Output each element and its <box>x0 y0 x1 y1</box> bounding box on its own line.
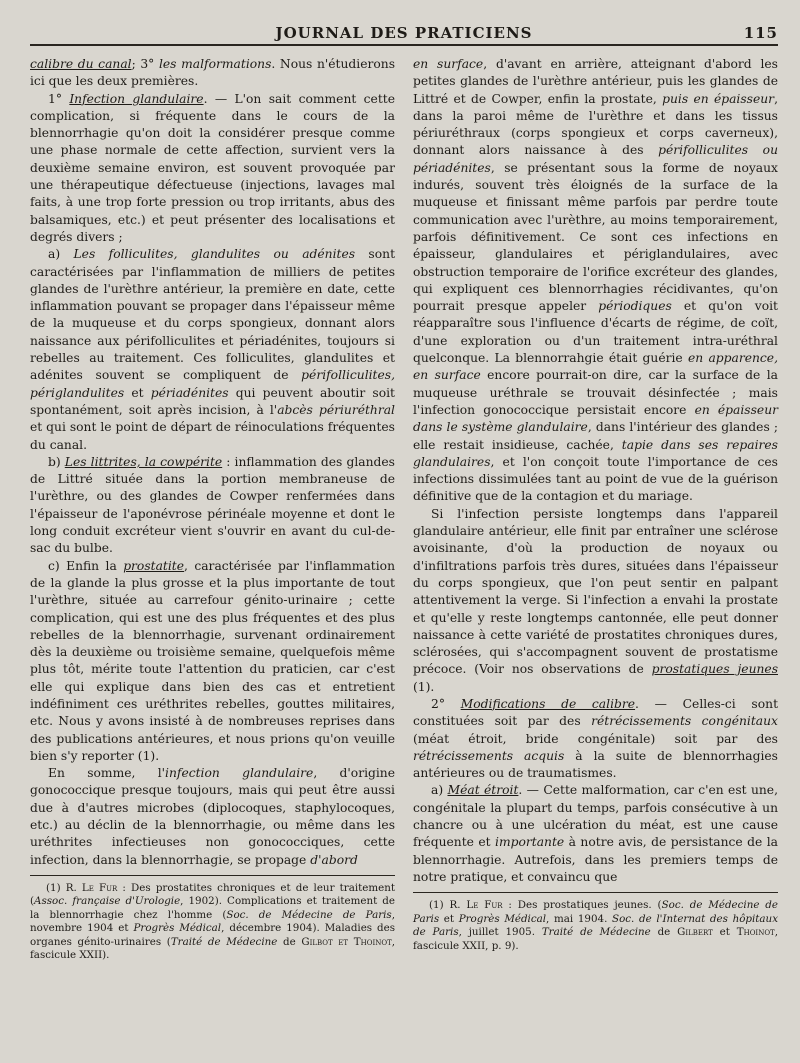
text-run: rétrécissements congénitaux <box>591 714 778 729</box>
text-run: Soc. de Médecine de Paris <box>226 908 392 921</box>
text-run: , 1902). Complications et traitement de la blennorrhagie chez l'homme ( <box>30 895 395 921</box>
text-run: , d'avant en arrière, atteignant d'abord les petites glandes de l'urèthre antérieur, puis les glandes de Littré et de Cowper, enfin la prostate, <box>413 57 778 106</box>
paragraph <box>413 56 778 506</box>
text-run: en épaisseur dans le système glandulaire <box>413 402 778 435</box>
text-run: , se présentant sous la forme de noyaux indurés, souvent très éloignés de la surface de la muqueuse et finissant même parfois par perdre toute communication avec l'urèthre, au moins temporairement, parfois définitivement. Ce sont ces infections en épaisseur, glandulaires et périglandulaires, avec obstruction temporaire de l'orifice excréteur des glandes, qui expliquent ces blennorrhagies récidivantes, qu'on pourrait presque appeler <box>413 160 778 314</box>
text-run: encore pourrait-on dire, car la surface de la muqueuse uréthrale se trouvait désinfectée ; mais l'infection gonococcique persistait encore <box>413 368 778 417</box>
text-run: Traité de Médecine <box>170 935 278 948</box>
text-run: . Nous n'étudierons ici que les deux premières. <box>30 57 395 89</box>
text-run: a) <box>431 783 448 798</box>
text-run: en apparence, en surface <box>413 351 778 383</box>
text-run: périadénites <box>150 385 229 400</box>
text-run: , fascicule XXII). <box>30 935 396 962</box>
paragraph <box>413 506 778 696</box>
left-column <box>30 56 395 963</box>
text-run: rétrécissements acquis <box>413 748 565 763</box>
text-run: , juillet 1905. <box>458 926 542 939</box>
text-run: , dans l'intérieur des glandes ; elle restait insidieuse, cachée, <box>413 420 778 452</box>
text-run: Thoinot <box>736 926 775 939</box>
text-run: (1). <box>413 679 435 694</box>
text-run: Soc. de Médecine de Paris <box>413 899 778 925</box>
text-run: périfolliculites ou périadénites <box>413 143 778 175</box>
footnote <box>30 875 395 963</box>
text-run: 1° <box>48 91 70 106</box>
text-run: Traité de Médecine <box>541 926 651 939</box>
text-run: Soc. de l'Internat des hôpitaux de Paris <box>413 912 778 939</box>
text-run: de <box>650 926 678 939</box>
running-head <box>30 18 778 46</box>
text-run: Gilbot et Thoinot <box>301 935 392 948</box>
paragraph <box>30 56 395 91</box>
text-run: sont caractérisées par l'inflammation de milliers de petites glandes de l'urèthre antérieur, la première en date, cette inflammation pouvant se propager dans l'épaisseur même de la muqueuse et du corps spongieux, donnant alors naissance aux périfolliculites et périadénites, toujours si rebelles au traitement. Ces folliculites, glandulites et adénites souvent se compliquent de <box>30 247 396 383</box>
text-run: Le Fur <box>466 899 503 912</box>
section-infection-glandulaire <box>30 91 395 247</box>
text-run: qui peuvent aboutir soit spontanément, soit après incision, à l' <box>30 385 395 417</box>
text-run: (1) R. <box>46 881 82 894</box>
section-heading: Infection glandulaire <box>69 91 204 106</box>
text-run: . — Cette malformation, car c'en est une, congénitale la plupart du temps, parfois consécutive à un chancre ou à une ulcération du méat, est une cause fréquente et <box>413 783 778 850</box>
text-run: En somme, l' <box>48 766 166 781</box>
text-run: à notre avis, de persistance de la blennorrhagie. Autrefois, dans les premiers temps de notre pratique, et convaincu que <box>413 835 779 884</box>
text-run: Assoc. française d'Urologie <box>34 895 181 908</box>
text-run: (méat étroit, bride congénitale) soit par des <box>413 731 778 746</box>
text-run: prostatiques jeunes <box>651 662 778 677</box>
text-run: puis en épaisseur <box>662 91 775 106</box>
text-run: Progrès Médical <box>133 922 222 935</box>
text-run: et <box>712 926 737 939</box>
text-run: et <box>439 912 459 925</box>
text-run: Si l'infection persiste longtemps dans l'appareil glandulaire antérieur, elle finit par entraîner une sclérose avoisinante, d'où la production de noyaux ou d'infiltrations parfois très dures, situées dans l'épaisseur du corps spongieux, que l'on peut sentir en palpant attentivement la verge. Si l'infection a envahi la prostate et qu'elle y reste longtemps cantonnée, elle peut donner naissance à cette variété de prostatites chroniques dures, sclérosées, qui s'accompagnent souvent de prostatisme précoce. (Voir nos observations de <box>413 506 778 677</box>
text-run: en surface <box>413 57 484 71</box>
text-run: ; 3° <box>131 57 159 71</box>
text-run: , dans la paroi même de l'urèthre et dans les tissus périuréthraux (corps spongieux et corps caverneux), donnant alors naissance à des <box>413 91 778 158</box>
text-run: importante <box>495 835 565 850</box>
text-run: , décembre 1904). Maladies des organes génito-urinaires ( <box>30 922 396 948</box>
text-run: calibre du canal <box>30 57 132 71</box>
text-run: , novembre 1904 et <box>30 908 395 935</box>
text-run: a) <box>48 247 74 262</box>
text-run: à la suite de blennorrhagies antérieures ou de traumatismes. <box>413 748 778 781</box>
paragraph <box>30 558 395 766</box>
text-run: prostatite <box>123 558 185 573</box>
paragraph <box>30 246 395 454</box>
right-column <box>413 56 778 963</box>
text-run: de <box>277 935 302 948</box>
journal-title: JOURNAL DES PRATICIENS <box>275 24 533 42</box>
text-run: , mai 1904. <box>546 912 613 925</box>
text-run: (1) R. <box>429 899 467 912</box>
text-run: , caractérisée par l'inflammation de la glande la plus grosse et la plus importante de tout l'urèthre, située au carrefour génito-urinaire ; cette complication, qui est une des plus fréquentes et des plus rebelles de la blennorrhagie, survenant ordinairement dès la deuxième ou troisième semaine, quelquefois même plus tôt, mérite toute l'attention du praticien, car c'est elle qui explique dans bien des cas et entretient indéfiniment ces uréthrites rebelles, gouttes militaires, etc. Nous y avons insisté à de nombreuses reprises dans des publications antérieures, et nous prions qu'on veuille bien s'y reporter (1). <box>30 558 395 763</box>
text-run: : inflammation des glandes de Littré située dans la portion membraneuse de l'urèthre, ou des glandes de Cowper renfermées dans l'épaisseur de l'aponévrose périnéale moyenne et dont le long conduit excréteur vient s'ouvrir en avant du cul-de-sac du bulbe. <box>30 454 395 556</box>
text-run: périfolliculites, périglandulites <box>30 368 395 400</box>
text-run: Méat étroit <box>447 783 519 798</box>
text-run: Le Fur <box>81 881 118 894</box>
text-run: 2° <box>431 696 461 711</box>
text-run: b) <box>48 454 65 469</box>
paragraph <box>30 454 395 558</box>
text-run: et qui sont le point de départ de réinoculations fréquentes du canal. <box>30 420 395 452</box>
text-run: d'abord <box>310 852 358 867</box>
text-run: Les littrites, la cowpérite <box>64 454 223 469</box>
text-columns <box>30 56 778 963</box>
text-run: : Des prostatites chroniques et de leur traitement ( <box>30 881 395 908</box>
text-run: , d'origine gonococcique presque toujours, mais qui peut être aussi due à d'autres microbes (diplocoques, staphylocoques, etc.) au déclin de la blennorrhagie, ou même dans les uréthrites infectieuses non gonococciques, cette infection, dans la blennorrhagie, se propage <box>30 766 396 867</box>
text-run: périodiques <box>598 299 672 314</box>
text-run: abcès périuréthral <box>277 402 395 417</box>
text-run: . — Celles-ci sont constituées soit par des <box>413 696 779 729</box>
text-run: et <box>124 385 151 400</box>
text-run: , fascicule XXII, p. 9). <box>413 926 779 952</box>
section-heading: Modifications de calibre <box>460 696 636 711</box>
paragraph <box>30 765 395 869</box>
section-modifications-calibre <box>413 696 778 782</box>
page-number: 115 <box>743 24 778 42</box>
text-run: : Des prostatiques jeunes. ( <box>502 899 662 912</box>
text-run: les malformations <box>158 57 272 71</box>
text-run: . — L'on sait comment cette complication, si fréquente dans le cours de la blennorrhagie qu'on doit la considérer presque comme une phase normale de cette affection, survient vers la deuxième semaine environ, est souvent provoquée par une thérapeutique défectueuse (injections, lavages mal faits, à une trop forte pression ou trop irritants, abus des balsamiques, etc.) et peut présenter des localisations et degrés divers ; <box>30 91 395 244</box>
text-run: Gilbert <box>677 926 713 939</box>
text-run: c) Enfin la <box>48 558 124 573</box>
text-run: infection glandulaire <box>165 766 314 781</box>
paragraph <box>413 782 778 886</box>
text-run: Progrès Médical <box>458 912 547 925</box>
text-run: Les folliculites, glandulites ou adénites <box>73 247 356 262</box>
text-run: tapie dans ses repaires glandulaires <box>413 437 778 469</box>
footnote <box>413 892 778 953</box>
text-run: , et l'on conçoit toute l'importance de ces infections dissimulées tant au point de vue de la guérison définitive que de la contagion et du mariage. <box>413 454 778 504</box>
text-run: et qu'on voit réapparaître sous l'influence d'écarts de régime, de coït, d'une exploration ou d'un traitement intra-uréthral quelconque. La blennorrahgie était guérie <box>413 299 778 366</box>
